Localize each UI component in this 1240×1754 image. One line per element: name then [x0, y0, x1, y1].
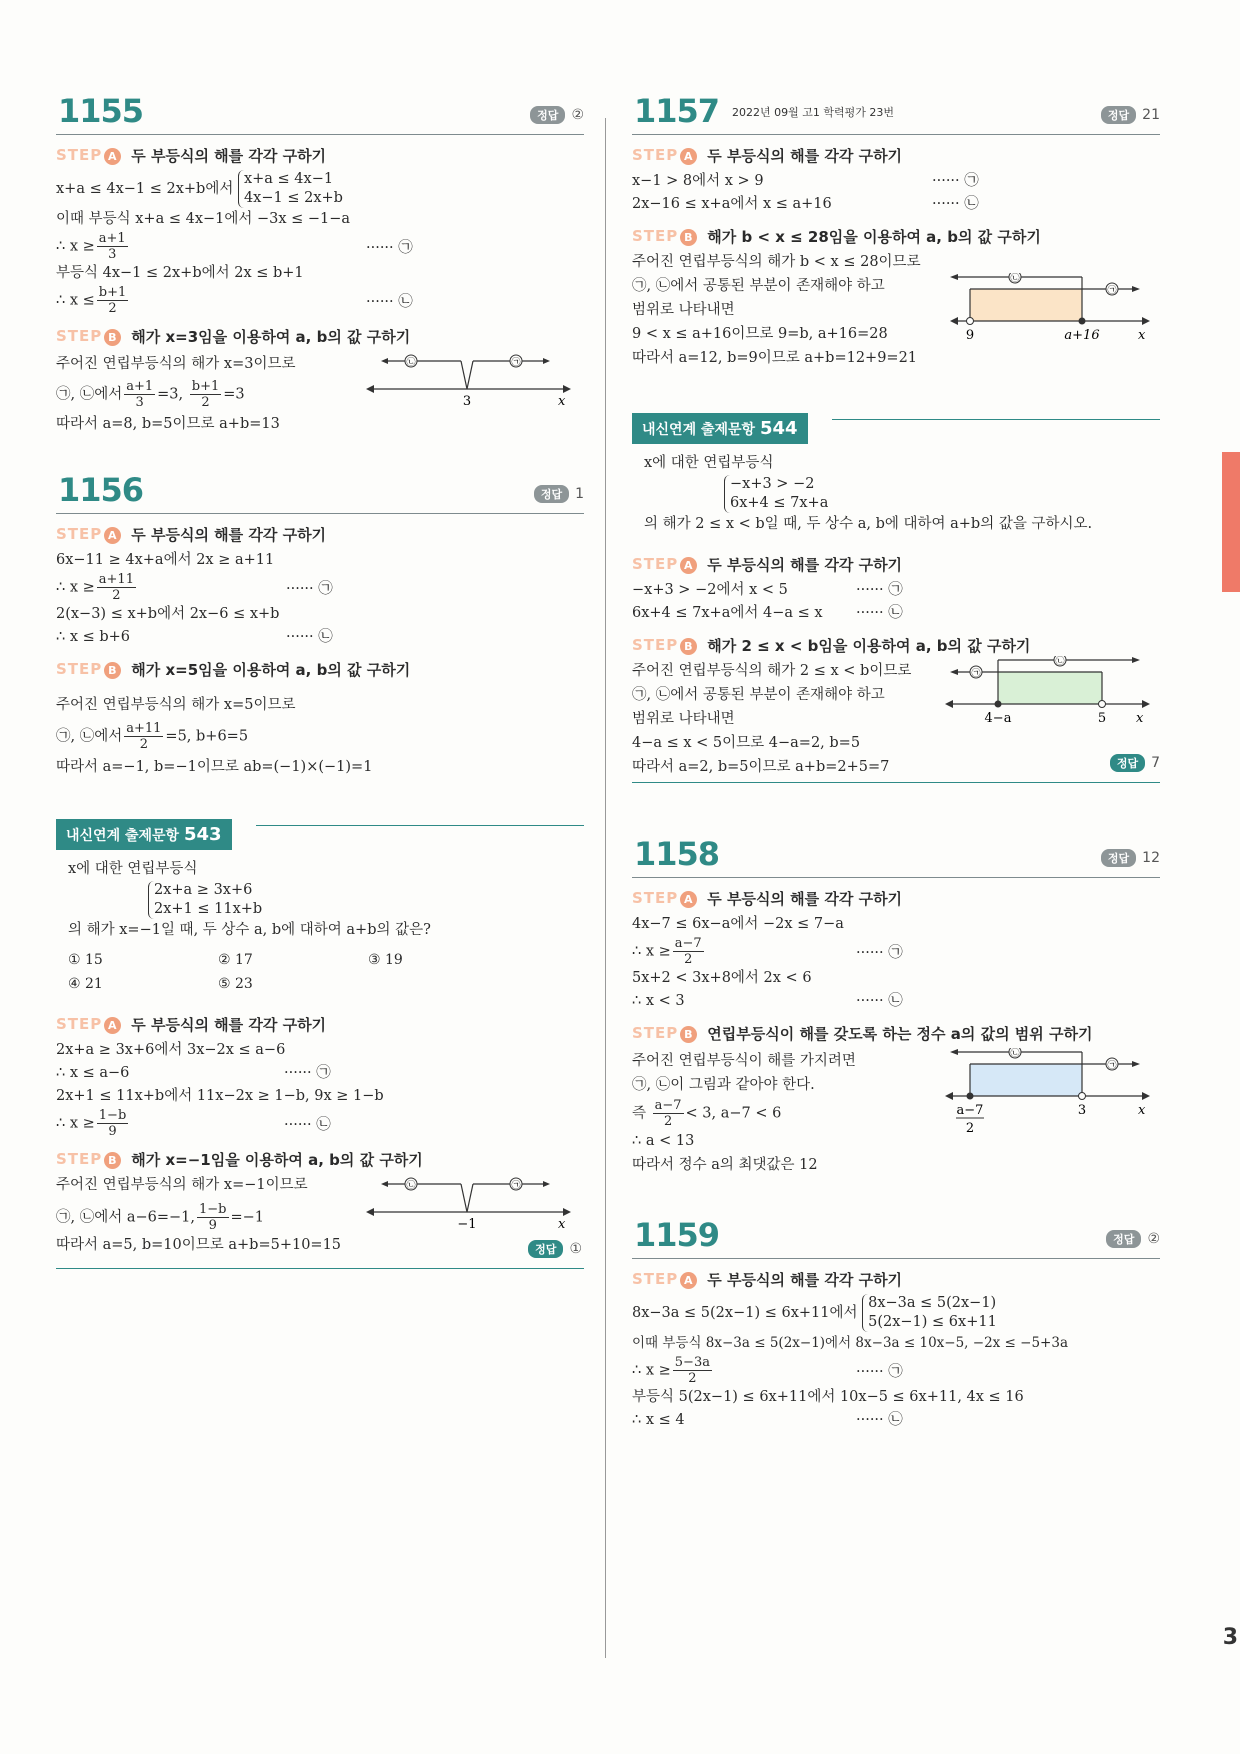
question-line: x에 대한 연립부등식 — [68, 861, 198, 877]
marker: ······ ㉠ — [856, 945, 903, 961]
problem-header — [632, 1214, 1160, 1259]
answer-value: 12 — [1142, 850, 1160, 866]
text: =3 — [223, 386, 245, 403]
text: ∴ x ≤ b+6 — [56, 629, 131, 645]
answer-label: 정답 — [1106, 1230, 1141, 1248]
step-title: 두 부등식의 해를 각각 구하기 — [707, 890, 903, 908]
problem-1158 — [632, 833, 1160, 1174]
line — [56, 1202, 264, 1233]
problem-number: 1155 — [58, 92, 144, 130]
line: 6x−11 ≥ 4x+a에서 2x ≥ a+11 — [56, 552, 275, 568]
tick-label: 3 — [462, 394, 472, 407]
line: 따라서 a=5, b=10이므로 a+b=5+10=15 — [56, 1237, 342, 1253]
num: b+1 — [98, 285, 127, 300]
arrow — [1132, 657, 1140, 663]
problem-1157 — [632, 90, 1160, 366]
line — [56, 626, 584, 649]
line: 4−a ≤ x < 5이므로 4−a=2, b=5 — [632, 735, 861, 751]
arrow-left — [950, 317, 958, 325]
line — [56, 572, 584, 603]
arrow-right — [563, 385, 571, 393]
text: ∴ x ≥ — [56, 579, 95, 596]
number-line — [940, 656, 1160, 736]
text: ㉠, ㉡에서 a−6=−1, — [56, 1209, 195, 1226]
tick-label: 3 — [1077, 1103, 1087, 1118]
source: 2022년 09월 고1 학력평가 23번 — [732, 106, 894, 119]
solution-block — [56, 347, 584, 433]
problem-number: 1156 — [58, 471, 144, 509]
answer-value: ② — [1147, 1231, 1160, 1247]
answer — [1110, 754, 1160, 772]
answer-value: 7 — [1151, 755, 1160, 771]
fraction — [673, 1355, 712, 1386]
marker: ······ ㉡ — [286, 629, 333, 645]
line: ㉠, ㉡에서 공통된 부분이 존재해야 하고 — [632, 278, 885, 294]
solution-point-lines — [461, 361, 473, 389]
fraction — [97, 231, 128, 262]
arrow-right — [1142, 700, 1150, 708]
answer-label: 정답 — [1101, 849, 1136, 867]
step-title: 두 부등식의 해를 각각 구하기 — [131, 1016, 327, 1034]
open-point — [1079, 1093, 1086, 1100]
arrow-left — [945, 700, 953, 708]
answer-label: 정답 — [534, 485, 569, 503]
label: ㉡ — [1055, 657, 1065, 667]
problem-number: 1158 — [634, 835, 720, 873]
line: 9 < x ≤ a+16이므로 9=b, a+16=28 — [632, 326, 888, 342]
label: ㉠ — [511, 1181, 521, 1191]
line: 주어진 연립부등식의 해가 x=5이므로 — [56, 697, 296, 713]
common-region — [998, 672, 1102, 704]
answer — [1101, 849, 1160, 867]
marker: ······ ㉡ — [856, 1412, 903, 1428]
naesin-tag — [632, 413, 808, 444]
divider — [632, 782, 1160, 783]
text: x+a ≤ 4x−1 ≤ 2x+b에서 — [56, 181, 234, 197]
line — [632, 602, 1160, 625]
den: 2 — [139, 737, 148, 752]
arrow — [1132, 1061, 1140, 1067]
step-a: STEP A 두 부등식의 해를 각각 구하기 — [56, 146, 327, 165]
den: 2 — [201, 395, 210, 410]
line: 2x+a ≥ 3x+6에서 3x−2x ≤ a−6 — [56, 1042, 286, 1058]
number-line — [366, 1170, 576, 1230]
den: 9 — [108, 1124, 117, 1139]
num: 1−b — [98, 1108, 127, 1123]
line: 2(x−3) ≤ x+b에서 2x−6 ≤ x+b — [56, 606, 280, 622]
tick-label: 4−a — [984, 711, 1012, 726]
line: 범위로 나타내면 — [632, 711, 735, 727]
label: ㉠ — [1107, 1061, 1117, 1071]
line — [56, 170, 584, 208]
text: 2x−16 ≤ x+a에서 x ≤ a+16 — [632, 196, 832, 212]
line — [56, 285, 584, 316]
answer-label: 정답 — [528, 1240, 563, 1258]
system — [724, 475, 828, 513]
problem-1155 — [56, 90, 584, 433]
naesin-544 — [632, 413, 1160, 783]
label: ㉠ — [1107, 286, 1117, 296]
text: ∴ x < 3 — [632, 993, 685, 1009]
line — [632, 170, 1160, 193]
text: =5, b+6=5 — [165, 728, 249, 745]
line: 따라서 a=8, b=5이므로 a+b=13 — [56, 416, 280, 432]
line: 따라서 a=−1, b=−1이므로 ab=(−1)×(−1)=1 — [56, 759, 373, 775]
label: ㉠ — [511, 358, 521, 368]
line — [56, 1062, 584, 1085]
marker: ······ ㉡ — [856, 993, 903, 1009]
line — [56, 231, 584, 262]
den: 2 — [108, 301, 117, 316]
fraction — [197, 1202, 229, 1233]
arrow-left — [945, 1092, 953, 1100]
solution-block — [56, 1170, 584, 1260]
tick-label: −1 — [457, 1217, 477, 1230]
problem-header — [632, 833, 1160, 878]
problem-number: 1159 — [634, 1216, 720, 1254]
axis-label: x — [1136, 711, 1144, 726]
question — [68, 858, 584, 942]
text: ∴ x ≥ — [56, 1115, 95, 1132]
answer — [528, 1240, 582, 1258]
den: 2 — [663, 1114, 673, 1129]
answer-value: 1 — [575, 486, 584, 502]
closed-point — [1079, 318, 1086, 325]
arrow — [950, 1049, 958, 1055]
page-number: 3 — [1222, 1625, 1238, 1650]
solution-point-lines — [461, 1184, 473, 1212]
divider — [56, 1268, 584, 1269]
step-b: STEP B 해가 x=3임을 이용하여 a, b의 값 구하기 — [56, 327, 411, 346]
num: a+1 — [98, 231, 126, 246]
num: a−7 — [674, 936, 702, 951]
line: 이때 부등식 8x−3a ≤ 5(2x−1)에서 8x−3a ≤ 10x−5, −2x ≤ −5+3a — [632, 1335, 1069, 1351]
tick-label-num: a−7 — [956, 1103, 984, 1118]
number-line — [940, 1048, 1160, 1148]
line — [632, 1409, 1160, 1432]
step-b: STEP B 연립부등식이 해를 갖도록 하는 정수 a의 값의 범위 구하기 — [632, 1024, 1093, 1043]
text: ∴ x ≤ — [56, 292, 95, 309]
arrow — [543, 358, 550, 364]
marker: ······ ㉠ — [932, 173, 979, 189]
column-divider — [605, 118, 606, 1658]
den: 3 — [135, 395, 144, 410]
line: 따라서 정수 a의 최댓값은 12 — [632, 1157, 818, 1173]
marker: ······ ㉡ — [856, 605, 903, 621]
line: 주어진 연립부등식의 해가 x=−1이므로 — [56, 1177, 308, 1193]
line: 5x+2 < 3x+8에서 2x < 6 — [632, 970, 812, 986]
answer-value: 21 — [1142, 107, 1160, 123]
num: a+11 — [126, 721, 162, 736]
line: 4x−7 ≤ 6x−a에서 −2x ≤ 7−a — [632, 916, 844, 932]
marker: ······ ㉠ — [284, 1065, 331, 1081]
arrow — [381, 358, 388, 364]
problem-number: 1157 — [634, 92, 720, 130]
line — [56, 1108, 584, 1139]
eq: 2x+1 ≤ 11x+b — [154, 901, 263, 917]
problem-header — [632, 90, 1160, 135]
line — [632, 1098, 781, 1129]
marker: ······ ㉠ — [286, 581, 333, 597]
choice-4[interactable]: ④ 21 — [68, 976, 103, 992]
step-title: 해가 b < x ≤ 28임을 이용하여 a, b의 값 구하기 — [707, 228, 1041, 246]
step-title: 연립부등식이 해를 갖도록 하는 정수 a의 값의 범위 구하기 — [707, 1025, 1093, 1043]
solution-block — [632, 1044, 1160, 1174]
fraction — [97, 572, 136, 603]
num: a−7 — [654, 1098, 682, 1113]
eq: −x+3 > −2 — [730, 476, 815, 492]
text: ∴ x ≥ — [632, 1362, 671, 1379]
chapter-tab — [1222, 452, 1240, 592]
tag-text: 내신연계 출제문항 — [66, 828, 180, 844]
marker: ······ ㉡ — [366, 294, 413, 310]
axis-label: x — [558, 394, 566, 407]
line: 이때 부등식 x+a ≤ 4x−1에서 −3x ≤ −1−a — [56, 211, 351, 227]
tag-number: 543 — [183, 824, 222, 845]
den: 9 — [208, 1218, 217, 1233]
naesin-543 — [56, 819, 584, 1269]
num: 1−b — [199, 1202, 227, 1217]
system — [148, 881, 262, 919]
line — [56, 379, 245, 410]
text: −x+3 > −2에서 x < 5 — [632, 582, 788, 598]
label: ㉡ — [406, 358, 416, 368]
marker: ······ ㉠ — [856, 1364, 903, 1380]
eq: x+a ≤ 4x−1 — [243, 171, 334, 187]
tick-label: 9 — [965, 328, 975, 343]
arrow-right — [1142, 1092, 1150, 1100]
eq: 8x−3a ≤ 5(2x−1) — [868, 1295, 997, 1311]
step-b: STEP B 해가 x=−1임을 이용하여 a, b의 값 구하기 — [56, 1150, 423, 1169]
label: ㉡ — [1010, 274, 1020, 284]
problem-header — [56, 90, 584, 135]
tick-label: 5 — [1097, 711, 1107, 726]
answer-label: 정답 — [1101, 106, 1136, 124]
line — [632, 936, 1160, 967]
text: =−1 — [230, 1209, 265, 1226]
system — [148, 881, 584, 919]
text: 즉 — [632, 1105, 647, 1122]
problem-1156 — [56, 469, 584, 779]
step-a: STEP A 두 부등식의 해를 각각 구하기 — [632, 1270, 903, 1289]
choice-2[interactable]: ② 17 — [218, 952, 253, 968]
label: ㉡ — [1010, 1049, 1020, 1059]
line: ㉠, ㉡이 그림과 같아야 한다. — [632, 1077, 815, 1093]
eq: 5(2x−1) ≤ 6x+11 — [868, 1314, 997, 1330]
line: ∴ a < 13 — [632, 1133, 695, 1149]
question-line: 의 해가 2 ≤ x < b일 때, 두 상수 a, b에 대하여 a+b의 값을 구하시오. — [644, 516, 1093, 532]
solution-block — [632, 656, 1160, 775]
text: ∴ x ≤ a−6 — [56, 1065, 130, 1081]
common-region — [970, 289, 1082, 321]
common-region — [970, 1064, 1082, 1096]
arrow-right — [563, 1208, 571, 1216]
answer — [1106, 1230, 1160, 1248]
open-point — [1099, 701, 1106, 708]
line — [632, 1355, 1160, 1386]
system — [724, 475, 1160, 513]
fraction — [97, 1108, 129, 1139]
text: 8x−3a ≤ 5(2x−1) ≤ 6x+11에서 — [632, 1305, 858, 1321]
step-title: 두 부등식의 해를 각각 구하기 — [707, 1271, 903, 1289]
line — [632, 579, 1160, 602]
step-a: STEP A 두 부등식의 해를 각각 구하기 — [56, 525, 327, 544]
text: ∴ x ≤ 4 — [632, 1412, 685, 1428]
system — [862, 1294, 997, 1332]
fraction — [97, 285, 129, 316]
line: 따라서 a=12, b=9이므로 a+b=12+9=21 — [632, 350, 918, 366]
text: ∴ x ≥ — [56, 238, 95, 255]
axis-label: x — [558, 1217, 566, 1230]
step-a: STEP A 두 부등식의 해를 각각 구하기 — [632, 146, 903, 165]
answer — [530, 106, 584, 124]
eq: 4x−1 ≤ 2x+b — [243, 190, 343, 206]
marker: ······ ㉡ — [932, 196, 979, 212]
tick-label-den: 2 — [965, 1121, 975, 1136]
fraction — [124, 379, 155, 410]
num: a+1 — [126, 379, 154, 394]
fraction — [653, 1098, 684, 1129]
marker: ······ ㉠ — [366, 240, 413, 256]
arrow — [950, 274, 958, 280]
answer-label: 정답 — [530, 106, 565, 124]
text: < 3, a−7 < 6 — [685, 1105, 782, 1122]
line: 주어진 연립부등식의 해가 2 ≤ x < b이므로 — [632, 663, 912, 679]
marker: ······ ㉠ — [856, 582, 903, 598]
line: 2x+1 ≤ 11x+b에서 11x−2x ≥ 1−b, 9x ≥ 1−b — [56, 1088, 384, 1104]
choices — [68, 948, 584, 996]
label: ㉡ — [406, 1181, 416, 1191]
right-column — [632, 90, 1160, 1432]
text: =3, — [157, 386, 184, 403]
tick-label: a+16 — [1064, 328, 1100, 343]
left-column — [56, 90, 584, 1269]
line: 범위로 나타내면 — [632, 302, 735, 318]
divider — [256, 825, 584, 826]
answer-value: ① — [569, 1241, 582, 1257]
arrow — [543, 1181, 550, 1187]
axis-label: x — [1138, 328, 1146, 343]
closed-point — [995, 701, 1002, 708]
system — [238, 170, 343, 208]
text: ㉠, ㉡에서 — [56, 386, 123, 403]
question-line: 의 해가 x=−1일 때, 두 상수 a, b에 대하여 a+b의 값은? — [68, 922, 431, 938]
step-title: 두 부등식의 해를 각각 구하기 — [707, 556, 903, 574]
line: 주어진 연립부등식이 해를 가지려면 — [632, 1053, 856, 1069]
step-title: 해가 x=−1임을 이용하여 a, b의 값 구하기 — [131, 1151, 423, 1169]
number-line — [940, 273, 1160, 353]
step-title: 두 부등식의 해를 각각 구하기 — [131, 526, 327, 544]
eq: 6x+4 ≤ 7x+a — [730, 495, 829, 511]
step-a: STEP A 두 부등식의 해를 각각 구하기 — [56, 1015, 327, 1034]
num: b+1 — [191, 379, 220, 394]
step-title: 두 부등식의 해를 각각 구하기 — [131, 147, 327, 165]
solution-block — [632, 247, 1160, 366]
arrow-right — [1142, 317, 1150, 325]
question — [644, 452, 1160, 536]
line: 주어진 연립부등식의 해가 b < x ≤ 28이므로 — [632, 254, 921, 270]
fraction — [190, 379, 222, 410]
step-title: 해가 x=5임을 이용하여 a, b의 값 구하기 — [131, 661, 411, 679]
line: 따라서 a=2, b=5이므로 a+b=2+5=7 — [632, 759, 890, 775]
divider — [832, 419, 1160, 420]
step-title: 해가 2 ≤ x < b임을 이용하여 a, b의 값 구하기 — [707, 637, 1031, 655]
tag-text: 내신연계 출제문항 — [642, 422, 756, 438]
answer — [1101, 106, 1160, 124]
text: 6x+4 ≤ 7x+a에서 4−a ≤ x — [632, 605, 823, 621]
den: 2 — [112, 588, 121, 603]
open-point — [967, 318, 974, 325]
line: 부등식 4x−1 ≤ 2x+b에서 2x ≤ b+1 — [56, 265, 304, 281]
choice-1[interactable]: ① 15 — [68, 952, 103, 968]
step-b: STEP B 해가 b < x ≤ 28임을 이용하여 a, b의 값 구하기 — [632, 227, 1041, 246]
choice-5[interactable]: ⑤ 23 — [218, 976, 253, 992]
choice-3[interactable]: ③ 19 — [368, 952, 403, 968]
answer — [534, 485, 584, 503]
answer-value: ② — [571, 107, 584, 123]
naesin-tag — [56, 819, 232, 850]
den: 2 — [688, 1371, 697, 1386]
line — [56, 721, 584, 752]
marker: ······ ㉡ — [284, 1117, 331, 1133]
step-title: 해가 x=3임을 이용하여 a, b의 값 구하기 — [131, 328, 411, 346]
line: 주어진 연립부등식의 해가 x=3이므로 — [56, 356, 296, 372]
step-title: 두 부등식의 해를 각각 구하기 — [707, 147, 903, 165]
problem-header — [56, 469, 584, 514]
problem-1159 — [632, 1214, 1160, 1432]
text: ㉠, ㉡에서 — [56, 728, 123, 745]
arrow-left — [366, 385, 374, 393]
question-line: x에 대한 연립부등식 — [644, 455, 774, 471]
text: x−1 > 8에서 x > 9 — [632, 173, 764, 189]
tag-number: 544 — [759, 418, 798, 439]
axis-label: x — [1138, 1103, 1146, 1118]
text: ∴ x ≥ — [632, 943, 671, 960]
arrow — [1132, 286, 1140, 292]
line — [632, 1294, 1160, 1332]
step-a: STEP A 두 부등식의 해를 각각 구하기 — [632, 555, 903, 574]
num: a+11 — [98, 572, 134, 587]
arrow — [950, 669, 958, 675]
number-line — [366, 347, 576, 407]
num: 5−3a — [674, 1355, 710, 1370]
fraction — [673, 936, 704, 967]
line: ㉠, ㉡에서 공통된 부분이 존재해야 하고 — [632, 687, 885, 703]
label: ㉠ — [971, 669, 981, 679]
line — [632, 193, 1160, 216]
step-a: STEP A 두 부등식의 해를 각각 구하기 — [632, 889, 903, 908]
step-b: STEP B 해가 2 ≤ x < b임을 이용하여 a, b의 값 구하기 — [632, 636, 1031, 655]
eq: 2x+a ≥ 3x+6 — [154, 882, 253, 898]
fraction — [124, 721, 163, 752]
line: 부등식 5(2x−1) ≤ 6x+11에서 10x−5 ≤ 6x+11, 4x ≤ 16 — [632, 1389, 1024, 1405]
step-b: STEP B 해가 x=5임을 이용하여 a, b의 값 구하기 — [56, 660, 411, 679]
answer-label: 정답 — [1110, 754, 1145, 772]
line — [632, 990, 1160, 1013]
closed-point — [967, 1093, 974, 1100]
arrow — [381, 1181, 388, 1187]
den: 2 — [684, 952, 693, 967]
den: 3 — [108, 247, 117, 262]
arrow-left — [366, 1208, 374, 1216]
